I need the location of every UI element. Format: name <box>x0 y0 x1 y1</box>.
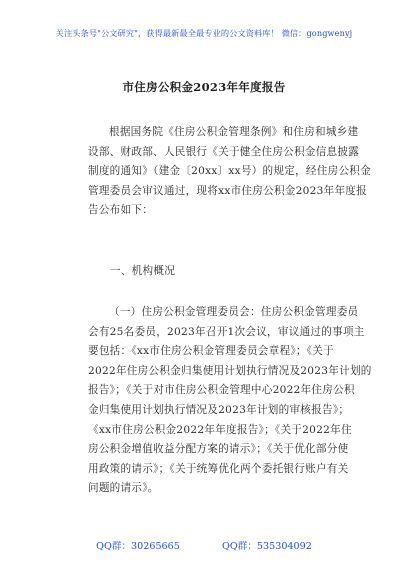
footer <box>0 538 408 552</box>
paragraph-line: 房公积金增值收益分配方案的请示》；《关于优化部分使 <box>88 443 349 456</box>
qq-group-2[interactable]: QQ群：535304092 <box>222 541 312 552</box>
paragraph-line: 问题的请示》。 <box>88 482 159 495</box>
paragraph-line: 报告》；《关于对市住房公积金管理中心2022年住房公积 <box>88 384 355 397</box>
section-heading: 一、机构概况 <box>110 265 176 277</box>
paragraph-line: （一）住房公积金管理委员会：住房公积金管理委员 <box>109 306 359 318</box>
paragraph-line: 告公布如下： <box>88 204 154 217</box>
paragraph-line: 2022年住房公积金归集使用计划执行情况及2023年计划的 <box>88 364 372 377</box>
paragraph-line: 设部、财政部、人民银行《关于健全住房公积金信息披露 <box>88 145 360 158</box>
intro-paragraph <box>88 123 371 221</box>
paragraph-line: 会有25名委员，2023年召开1次会议，审议通过的事项主 <box>88 325 365 338</box>
section-paragraph <box>88 303 372 499</box>
document-title: 市住房公积金2023年年度报告 <box>122 80 286 94</box>
paragraph-line: 根据国务院《住房公积金管理条例》和住房和城乡建 <box>109 126 359 138</box>
paragraph-line: 制度的通知》（建金〔20xx〕xx号）的规定，经住房公积金 <box>88 165 371 178</box>
paragraph-line: 要包括：《xx市住房公积金管理委员会章程》；《关于 <box>88 345 334 358</box>
qq-group-1[interactable]: QQ群：30265665 <box>96 541 180 552</box>
paragraph-line: 用政策的请示》；《关于统筹优化两个委托银行账户有关 <box>88 462 349 475</box>
paragraph-line: 管理委员会审议通过，现将xx市住房公积金2023年年度报 <box>88 184 367 197</box>
header-notice[interactable]: 关注头条号"公文研究"，获得最新最全最专业的公文资料库！ 微信：gongwenyj <box>55 28 353 38</box>
paragraph-line: 《xx市住房公积金2022年年度报告》；《关于2022年住 <box>88 423 352 436</box>
paragraph-line: 金归集使用计划执行情况及2023年计划的审核报告》； <box>88 403 350 416</box>
